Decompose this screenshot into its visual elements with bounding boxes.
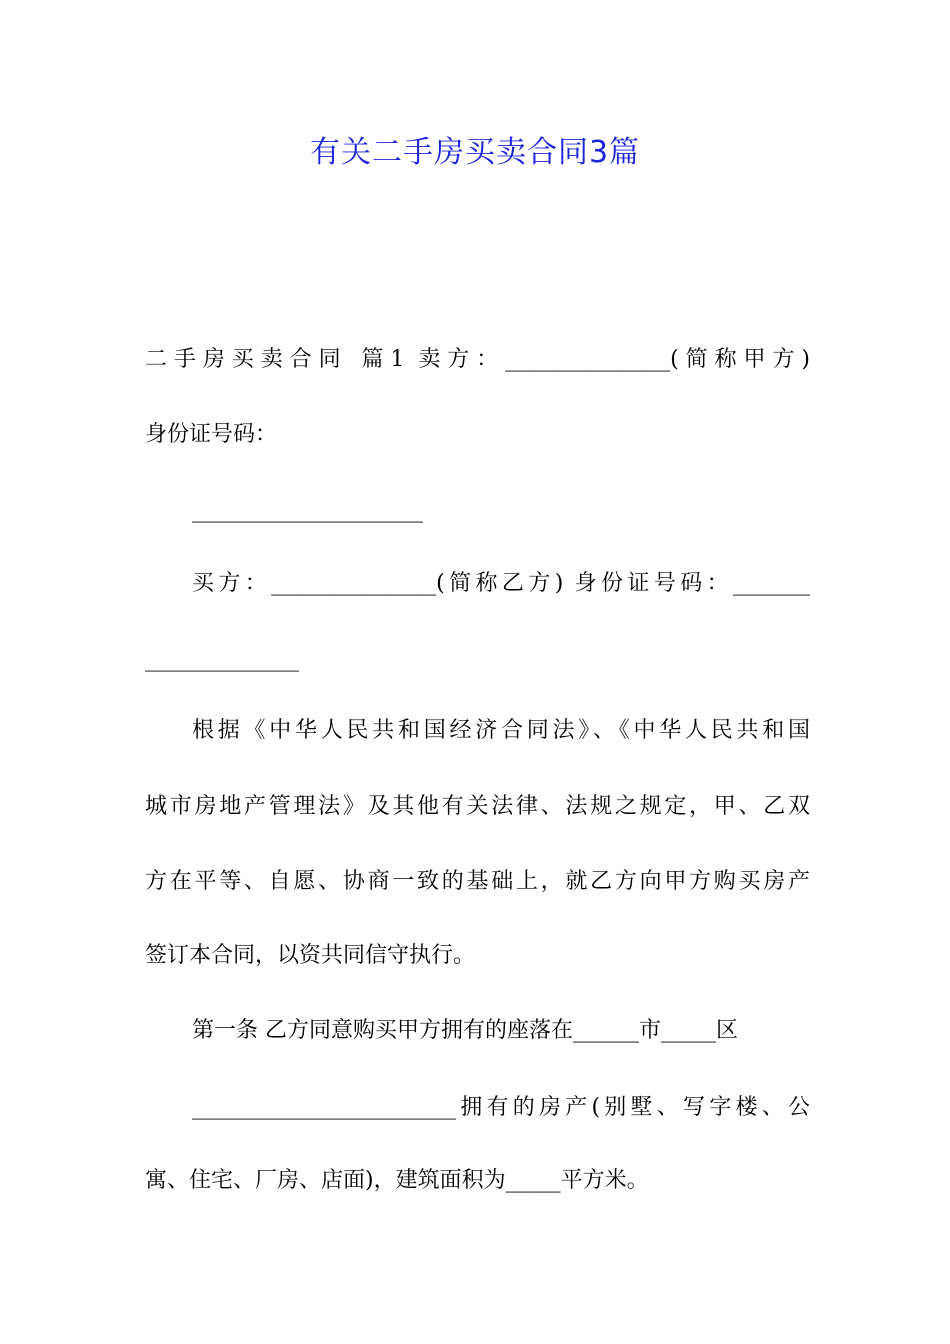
text-line-id-blank: _____________________: [192, 498, 423, 523]
text-line-buyer-id-blank: ______________: [145, 647, 299, 672]
text-line-article-1: 第一条 乙方同意购买甲方拥有的座落在______市_____区: [192, 1018, 738, 1043]
text-line-paragraph-4: 签订本合同，以资共同信守执行。: [145, 943, 476, 968]
text-line-article-1-cont: ________________________拥有的房产(别墅、写字楼、公: [192, 1095, 810, 1120]
text-line-paragraph-2: 城市房地产管理法》及其他有关法律、法规之规定，甲、乙双: [145, 794, 810, 819]
text-line-buyer: 买方：_______________(简称乙方) 身份证号码：_______: [192, 571, 810, 596]
text-line-paragraph-3: 方在平等、自愿、协商一致的基础上，就乙方向甲方购买房产: [145, 869, 810, 894]
text-line-seller: 二手房买卖合同 篇1 卖方：_______________(简称甲方): [145, 347, 810, 372]
document-title: 有关二手房买卖合同3篇: [309, 135, 641, 170]
text-line-article-1-area: 寓、住宅、厂房、店面)，建筑面积为_____平方米。: [145, 1168, 649, 1193]
text-line-paragraph-1: 根据《中华人民共和国经济合同法》、《中华人民共和国: [192, 718, 810, 743]
text-line-id-label: 身份证号码：: [145, 422, 278, 447]
